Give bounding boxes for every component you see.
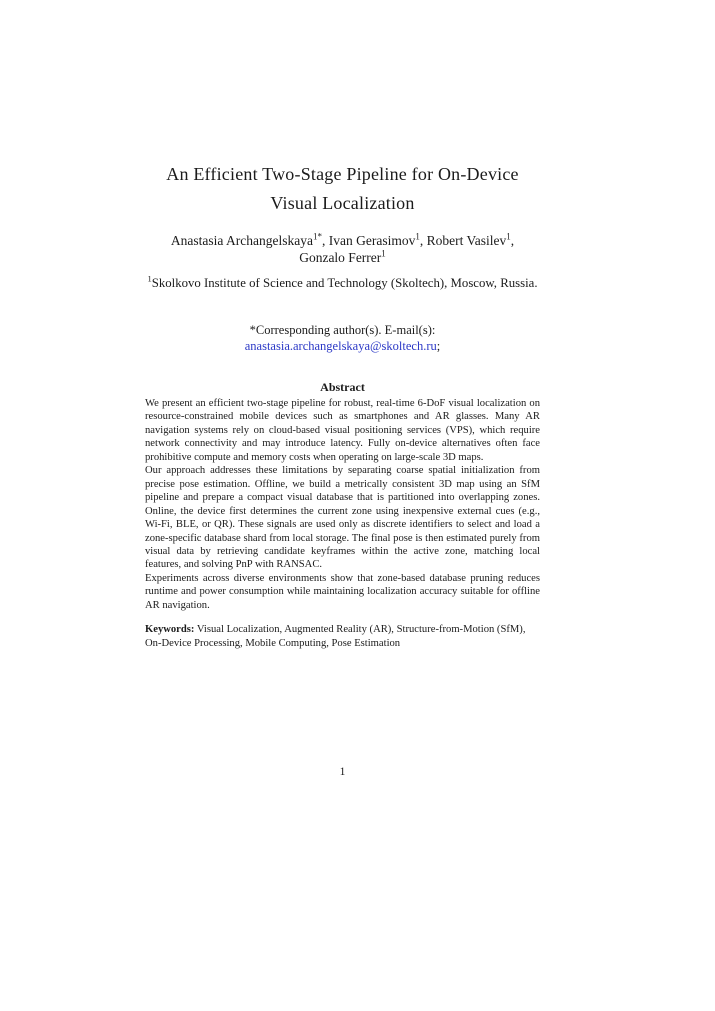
content-column <box>145 0 540 650</box>
author-superscript: 1 <box>415 231 420 242</box>
paper-title <box>145 160 540 218</box>
keywords-text: Visual Localization, Augmented Reality (AR), Structure-from-Motion (SfM), On-Device Processing, Mobile Computing, Pose Estimation <box>145 624 526 649</box>
corresponding-email-line <box>145 338 540 354</box>
affiliation-text: Skolkovo Institute of Science and Technology (Skoltech), Moscow, Russia. <box>151 276 538 290</box>
author-name: Ivan Gerasimov$^1$, <box>328 231 424 248</box>
abstract-paragraph: Experiments across diverse environments show that zone-based database pruning reduces runtime and power consumption while maintaining localization accuracy suitable for offline AR navigation. <box>145 572 540 611</box>
author-superscript: 1 <box>506 231 511 242</box>
author-superscript: 1* <box>312 231 322 242</box>
author-name: Anastasia Archangelskaya$^{1*}$, <box>170 231 326 248</box>
affiliation-superscript: 1 <box>147 273 152 284</box>
author-superscript: 1 <box>381 248 386 259</box>
page-number: 1 <box>339 766 346 778</box>
abstract-body <box>145 397 540 612</box>
keywords-label: Keywords: <box>145 624 195 636</box>
abstract-paragraph: Our approach addresses these limitations by separating coarse spatial initialization from precise pose estimation. Offline, we build a metrically consistent 3D map using an SfM pipeline and prepare a compact visual database that is partitioned into overlapping zones. Online, the device first determines the current zone using inexpensive external cues (e.g., Wi-Fi, BLE, or QR). These signals are used only as discrete identifiers to select and load a zone-specific database shard from local storage. The final pose is then estimated purely from visual data by retrieving candidate keyframes within the active zone, matching local features, and solving PnP with RANSAC. <box>145 465 540 571</box>
corresponding-label: *Corresponding author(s). E-mail(s): <box>249 323 436 337</box>
abstract-heading: Abstract <box>320 380 365 394</box>
author-list <box>145 232 540 266</box>
paper-title-line-1: An Efficient Two-Stage Pipeline for On-Device <box>166 164 519 184</box>
author-name: Gonzalo Ferrer$^1$ <box>299 248 386 265</box>
paper-title-line-2: Visual Localization <box>270 193 415 213</box>
author-name: Robert Vasilev$^1$, <box>426 231 515 248</box>
corresponding-email-link[interactable]: anastasia.archangelskaya@skoltech.ru <box>244 339 437 353</box>
keywords <box>145 623 540 650</box>
affiliation <box>145 275 540 291</box>
email-suffix: ; <box>436 339 441 353</box>
abstract-paragraph: We present an efficient two-stage pipeline for robust, real-time 6-DoF visual localization on resource-constrained mobile devices such as smartphones and AR glasses. Many AR navigation systems rely on cloud-based visual positioning services (VPS), which require network connectivity and may introduce latency. Fully on-device alternatives often face prohibitive compute and memory costs when operating on large-scale 3D maps. <box>145 398 540 463</box>
corresponding-author-block <box>145 322 540 354</box>
